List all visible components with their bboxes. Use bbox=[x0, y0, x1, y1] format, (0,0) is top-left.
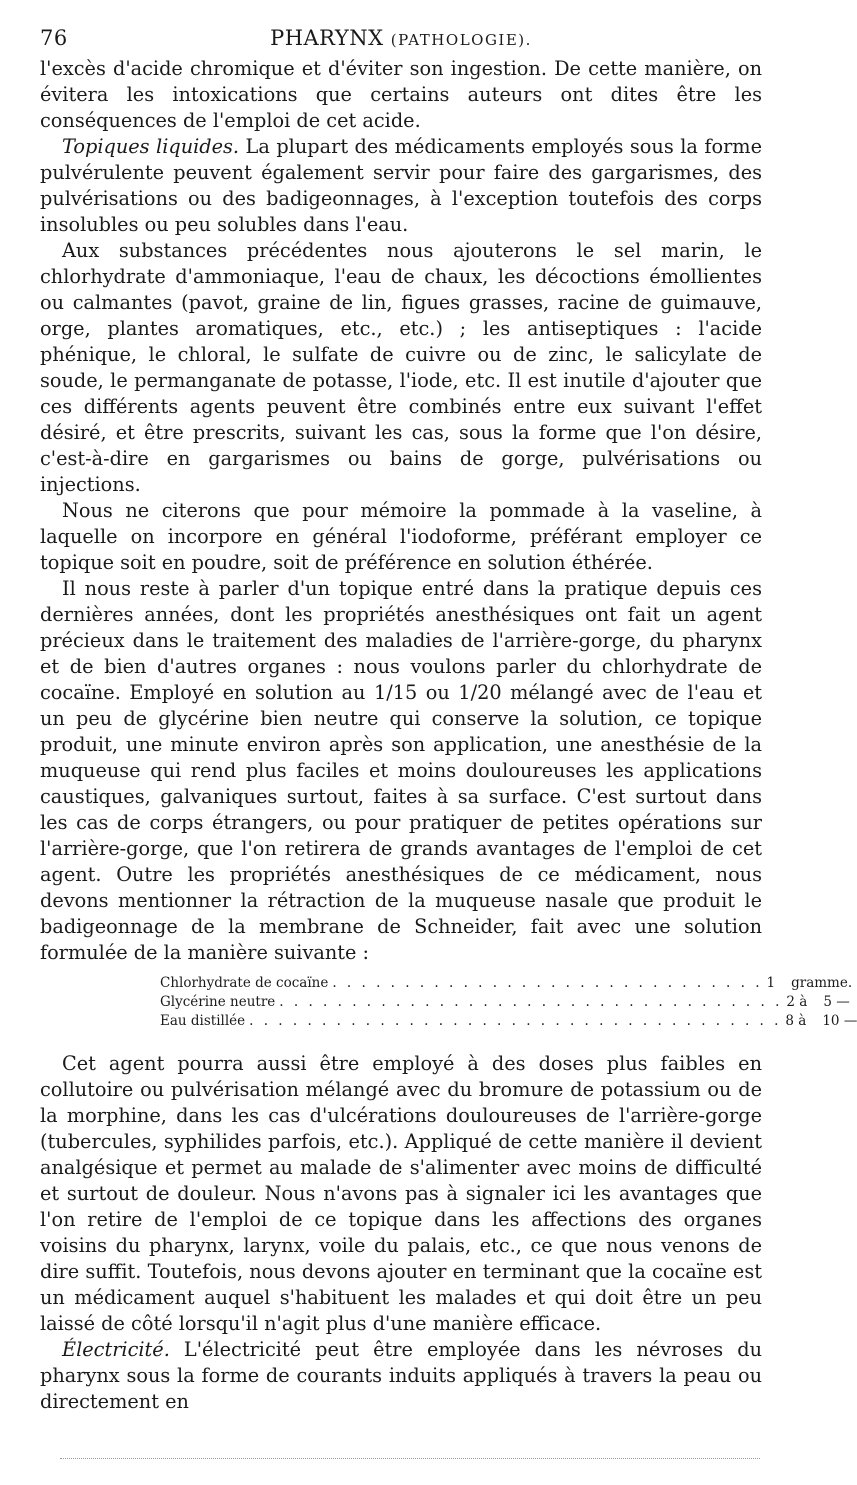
formula-leader: . . . . . . . . . . . . . . . . . . . . . . . . . . . . . . . . . . . . . bbox=[249, 1013, 782, 1029]
footer-rule bbox=[60, 1458, 760, 1459]
paragraph: Cet agent pourra aussi être employé à des doses plus faibles en collutoire ou pulvérisation mélangé avec du bromure de potassium ou de la morphine, dans les cas d'ulcérations douloureuses de l'arrière-gorge (tubercules, syphilides parfois, etc.). Appliqué de cette manière il devient analgésique et permet au malade de s'alimenter avec moins de difficulté et surtout de douleur. Nous n'avons pas à signaler ici les avantages que l'on retire de l'emploi de ce topique dans les affections des organes voisins du pharynx, larynx, voile du palais, etc., ce que nous venons de dire suffit. Toutefois, nous devons ajouter en terminant que la cocaïne est un médicament auquel s'habituent les malades et qui doit être un peu laissé de côté lorsqu'il n'agit plus d'une manière efficace. bbox=[40, 1052, 762, 1335]
formula-unit: gramme. bbox=[791, 975, 853, 991]
paragraph-text: La plupart des médicaments employés sous la forme pulvérulente peuvent également servir pour faire des gargarismes, des pulvérisations ou des badigeonnages, à l'exception toutefois des corps insolubles ou peu solubles dans l'eau. bbox=[40, 135, 763, 236]
formula-quantity: 1 bbox=[766, 975, 776, 991]
page-title bbox=[270, 26, 532, 50]
formula-ingredient: Chlorhydrate de cocaïne bbox=[160, 975, 329, 991]
paragraph bbox=[40, 1337, 762, 1415]
paragraph bbox=[40, 134, 762, 238]
section-heading: Topiques liquides. bbox=[62, 135, 240, 158]
formula-table bbox=[160, 974, 857, 1031]
formula-ingredient: Glycérine neutre bbox=[160, 994, 276, 1010]
paragraph: l'excès d'acide chromique et d'éviter son ingestion. De cette manière, on évitera les intoxications que certains auteurs ont dites être les conséquences de l'emploi de cet acide. bbox=[40, 57, 762, 132]
formula-unit: 5 — bbox=[823, 994, 850, 1010]
paragraph: Il nous reste à parler d'un topique entré dans la pratique depuis ces dernières années, dont les propriétés anesthésiques ont fait un agent précieux dans le traitement des maladies de l'arrière-gorge, du pharynx et de bien d'autres organes : nous voulons parler du chlorhydrate de cocaïne. Employé en solution au 1/15 ou 1/20 mélangé avec de l'eau et un peu de glycérine bien neutre qui conserve la solution, ce topique produit, une minute environ après son application, une anesthésie de la muqueuse qui rend plus faciles et moins douloureuses les applications caustiques, galvaniques surtout, faites à sa surface. C'est surtout dans les cas de corps étrangers, ou pour pratiquer de petites opérations sur l'arrière-gorge, que l'on retirera de grands avantages de l'emploi de cet agent. Outre les propriétés anesthésiques de ce médicament, nous devons mentionner la rétraction de la muqueuse nasale que produit le badigeonnage de la membrane de Schneider, fait avec une solution formulée de la manière suivante : bbox=[40, 577, 762, 964]
body-text bbox=[40, 56, 857, 1415]
section-heading: Électricité. bbox=[62, 1338, 170, 1361]
formula-quantity: 8 à bbox=[785, 1013, 807, 1029]
formula-row bbox=[160, 993, 850, 1012]
formula-leader: . . . . . . . . . . . . . . . . . . . . . . . . . . . . . . bbox=[332, 975, 763, 991]
title-main: PHARYNX bbox=[270, 26, 384, 50]
formula-quantity: 2 à bbox=[786, 994, 808, 1010]
formula-row bbox=[160, 1012, 857, 1031]
running-header bbox=[40, 22, 762, 56]
formula-row bbox=[160, 974, 853, 993]
formula-unit: 10 — bbox=[822, 1013, 857, 1029]
formula-leader: . . . . . . . . . . . . . . . . . . . . . . . . . . . . . . . . . . . bbox=[279, 994, 783, 1010]
formula-ingredient: Eau distillée bbox=[160, 1013, 246, 1029]
paragraph-text: L'électricité peut être employée dans les névroses du pharynx sous la forme de courants induits appliqués à travers la peau ou directement en bbox=[40, 1338, 762, 1413]
title-subtitle: (PATHOLOGIE). bbox=[390, 31, 532, 49]
page-number: 76 bbox=[40, 26, 68, 50]
paragraph: Nous ne citerons que pour mémoire la pommade à la vaseline, à laquelle on incorpore en général l'iodoforme, préférant employer ce topique soit en poudre, soit de préférence en solution éthérée. bbox=[40, 499, 762, 574]
paragraph: Aux substances précédentes nous ajouterons le sel marin, le chlorhydrate d'ammoniaque, l'eau de chaux, les décoctions émollientes ou calmantes (pavot, graine de lin, figues grasses, racine de guimauve, orge, plantes aromatiques, etc., etc.) ; les antiseptiques : l'acide phénique, le chloral, le sulfate de cuivre ou de zinc, le salicylate de soude, le permanganate de potasse, l'iode, etc. Il est inutile d'ajouter que ces différents agents peuvent être combinés entre eux suivant l'effet désiré, et être prescrits, suivant les cas, sous la forme que l'on désire, c'est-à-dire en gargarismes ou bains de gorge, pulvérisations ou injections. bbox=[40, 239, 762, 496]
